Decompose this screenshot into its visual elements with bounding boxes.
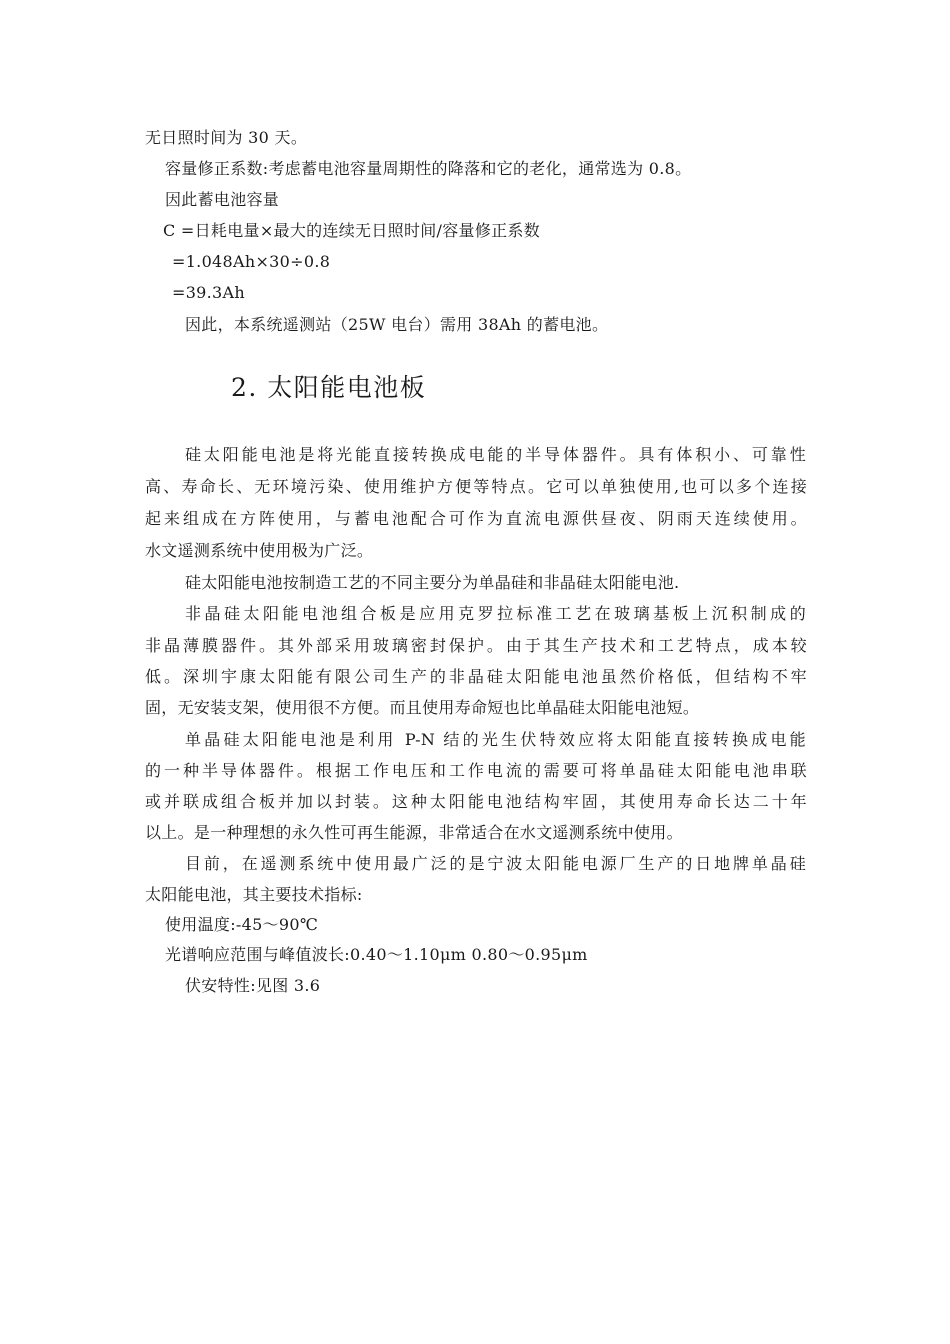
- spec-spectrum: 光谱响应范围与峰值波长:0.40～1.10μm 0.80～0.95μm: [165, 945, 588, 964]
- calc-step-1: =1.048Ah×30÷0.8: [172, 252, 331, 271]
- para4-line-1: 单晶硅太阳能电池是利用 P-N 结的光生伏特效应将太阳能直接转换成电能: [185, 730, 806, 749]
- para1-line-1: 硅太阳能电池是将光能直接转换成电能的半导体器件。具有体积小、可靠性: [185, 445, 806, 464]
- calc-line-2: 容量修正系数:考虑蓄电池容量周期性的降落和它的老化，通常选为 0.8。: [165, 159, 692, 178]
- para4-line-3: 或并联成组合板并加以封装。这种太阳能电池结构牢固，其使用寿命长达二十年: [145, 792, 807, 811]
- para1-line-2: 高、寿命长、无环境污染、使用维护方便等特点。它可以单独使用,也可以多个连接: [145, 477, 807, 496]
- calc-result: =39.3Ah: [172, 283, 245, 302]
- para4-line-2: 的一种半导体器件。根据工作电压和工作电流的需要可将单晶硅太阳能电池串联: [145, 761, 807, 780]
- para3-line-4: 固，无安装支架，使用很不方便。而且使用寿命短也比单晶硅太阳能电池短。: [145, 698, 700, 717]
- spec-temperature: 使用温度:-45～90℃: [165, 915, 319, 934]
- para3-line-3: 低。深圳宇康太阳能有限公司生产的非晶硅太阳能电池虽然价格低，但结构不牢: [145, 667, 807, 686]
- calc-formula: C =日耗电量×最大的连续无日照时间/容量修正系数: [163, 221, 541, 240]
- para5-line-2: 太阳能电池，其主要技术指标:: [145, 885, 363, 904]
- calc-line-3: 因此蓄电池容量: [165, 190, 280, 209]
- para2-line-1: 硅太阳能电池按制造工艺的不同主要分为单晶硅和非晶硅太阳能电池.: [185, 573, 680, 592]
- spec-iv-curve: 伏安特性:见图 3.6: [185, 976, 321, 995]
- para5-line-1: 目前，在遥测系统中使用最广泛的是宁波太阳能电源厂生产的日地牌单晶硅: [185, 854, 806, 873]
- para3-line-1: 非晶硅太阳能电池组合板是应用克罗拉标准工艺在玻璃基板上沉积制成的: [185, 604, 806, 623]
- calc-line-1: 无日照时间为 30 天。: [145, 128, 308, 147]
- para4-line-4: 以上。是一种理想的永久性可再生能源，非常适合在水文遥测系统中使用。: [145, 823, 683, 842]
- para1-line-4: 水文遥测系统中使用极为广泛。: [145, 541, 374, 560]
- section-heading: 2. 太阳能电池板: [231, 373, 427, 402]
- para3-line-2: 非晶薄膜器件。其外部采用玻璃密封保护。由于其生产技术和工艺特点，成本较: [145, 636, 807, 655]
- para1-line-3: 起来组成在方阵使用，与蓄电池配合可作为直流电源供昼夜、阴雨天连续使用。: [145, 509, 807, 528]
- calc-conclusion: 因此，本系统遥测站（25W 电台）需用 38Ah 的蓄电池。: [185, 315, 609, 334]
